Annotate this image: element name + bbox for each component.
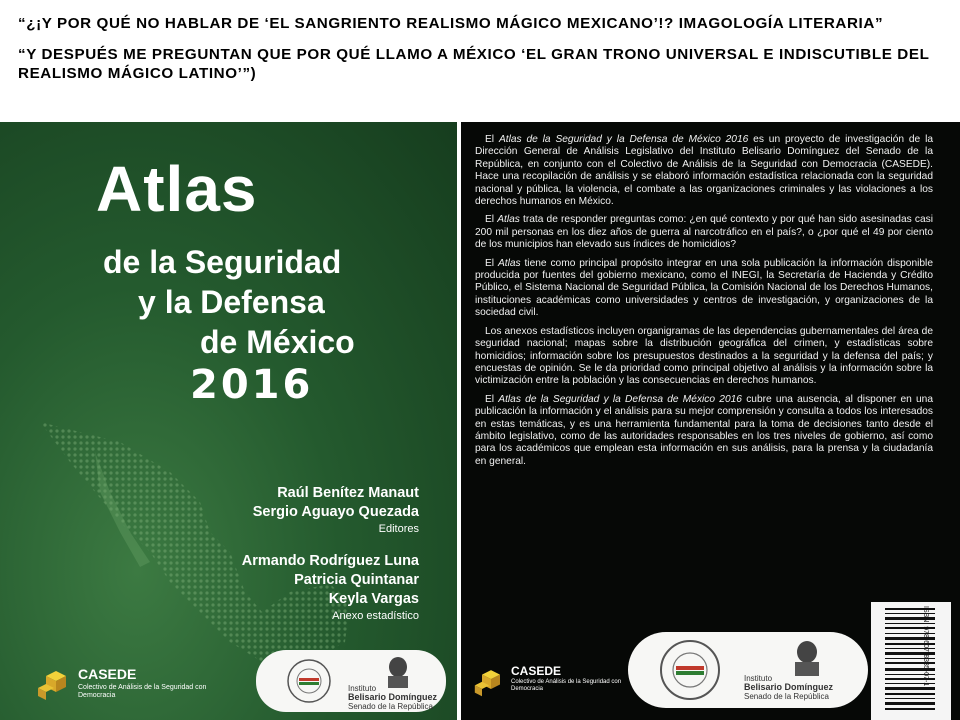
editors-block [253, 484, 419, 537]
casede-name: CASEDE [511, 664, 562, 678]
heading-line-1: “¿¡Y POR QUÉ NO HABLAR DE ‘EL SANGRIENTO REALISMO MÁGICO MEXICANO’!? IMAGOLOGÍA LITERARIA” [18, 15, 884, 32]
casede-subtitle: Colectivo de Análisis de la Seguridad con Democracia [511, 679, 622, 692]
cover-subtitle-1: de la Seguridad [103, 244, 342, 280]
back-paragraph-5: El Atlas de la Seguridad y la Defensa de México 2016 cubre una ausencia, al disponer en una publicación la información y el análisis para su mejor comprensión y consulta a todos los interesados en estas temáticas, y es una herramienta fundamental para la toma de decisiones tanto desde el ámbito legislativo, como de las autoridades responsables en los tres niveles de gobierno, así como para los académicos que emplean esta información en sus análisis, para la prensa y la ciudadanía en general. [475, 393, 934, 467]
casede-cubes-icon [36, 662, 76, 702]
senate-seal-icon [658, 638, 722, 702]
casede-name: CASEDE [78, 666, 137, 682]
cover-year: 2016 [190, 362, 314, 408]
back-paragraph-3: El Atlas tiene como principal propósito integrar en una sola publicación la información disponible producida por fuentes del gobierno mexicano, como el INEGI, la Secretaría de Hacienda y Crédito Público, el Sistema Nacional de Seguridad Pública, la Comisión Nacional de los Derechos Humanos, instituciones académicas como universidades y centros de investigación, y organizaciones de la sociedad civil. [475, 257, 933, 319]
annex-block [242, 552, 419, 624]
back-cover [461, 122, 960, 720]
belisario-portrait-icon [380, 654, 416, 688]
annex-role: Anexo estadístico [332, 610, 419, 622]
institution-seals [256, 650, 446, 712]
cover-subtitle-3: de México [200, 324, 355, 360]
back-paragraph-2: El Atlas trata de responder preguntas como: ¿en qué contexto y por qué han sido asesinadas casi 200 mil personas en los diez años de guerra al narcotráfico en el país?, o ¿por qué el 49 por ciento de los municipios han elevado sus índices de homicidios? [475, 214, 934, 251]
casede-subtitle: Colectivo de Análisis de la Seguridad con Democracia [78, 684, 207, 699]
back-cover-text [475, 134, 933, 474]
cover-subtitle-2: y la Defensa [138, 284, 325, 320]
annex-author: Armando Rodríguez Luna [241, 553, 419, 569]
institution-seals-back [628, 632, 868, 708]
annex-author: Patricia Quintanar [294, 572, 419, 588]
front-cover [0, 122, 457, 720]
barcode [871, 602, 951, 720]
belisario-portrait-icon [786, 638, 828, 676]
institute-label: Instituto Belisario Domínguez Senado de la República [348, 684, 438, 711]
annex-author: Keyla Vargas [328, 591, 419, 607]
page-heading [18, 14, 948, 95]
heading-line-2: “Y DESPUÉS ME PREGUNTAN QUE POR QUÉ LLAMO A MÉXICO ‘EL GRAN TRONO UNIVERSAL E INDISCUTIBLE DEL REALISMO MÁGICO LATINO’”) [18, 46, 930, 82]
isbn-label: ISBN: 978-607-8335-07-1 [922, 606, 929, 687]
institute-label: Instituto Belisario Domínguez Senado de la República [744, 674, 834, 701]
editor-name: Raúl Benítez Manaut [277, 485, 419, 501]
editor-name: Sergio Aguayo Quezada [252, 504, 419, 520]
editors-role: Editores [378, 523, 419, 535]
barcode-icon [871, 602, 951, 720]
back-paragraph-1: El Atlas de la Seguridad y la Defensa de México 2016 es un proyecto de investigación de la Dirección General de Análisis Legislativo del Instituto Belisario Domínguez del Senado de la República, en conjunto con el Colectivo de Análisis de la Seguridad con Democracia (CASEDE). Hace una recopilación de análisis y se elaboró información estadística relacionada con la seguridad nacional y pública, la violencia, el combate a las organizaciones criminales y las violaciones a los derechos humanos en México. [475, 134, 934, 208]
back-paragraph-4: Los anexos estadísticos incluyen organigramas de las dependencias gubernamentales del área de seguridad nacional; mapas sobre la distribución geográfica del crimen, y estadísticas sobre homicidios; información sobre los presupuestos destinados a la seguridad y la defensa del país; y encuestas de opinión. Se le da prioridad como principal objetivo al análisis y la información sobre la victimización entre la población y las consecuencias en derechos humanos. [475, 325, 933, 387]
cover-title: Atlas [96, 153, 258, 225]
senate-seal-icon [286, 658, 332, 704]
casede-cubes-icon [473, 662, 509, 698]
